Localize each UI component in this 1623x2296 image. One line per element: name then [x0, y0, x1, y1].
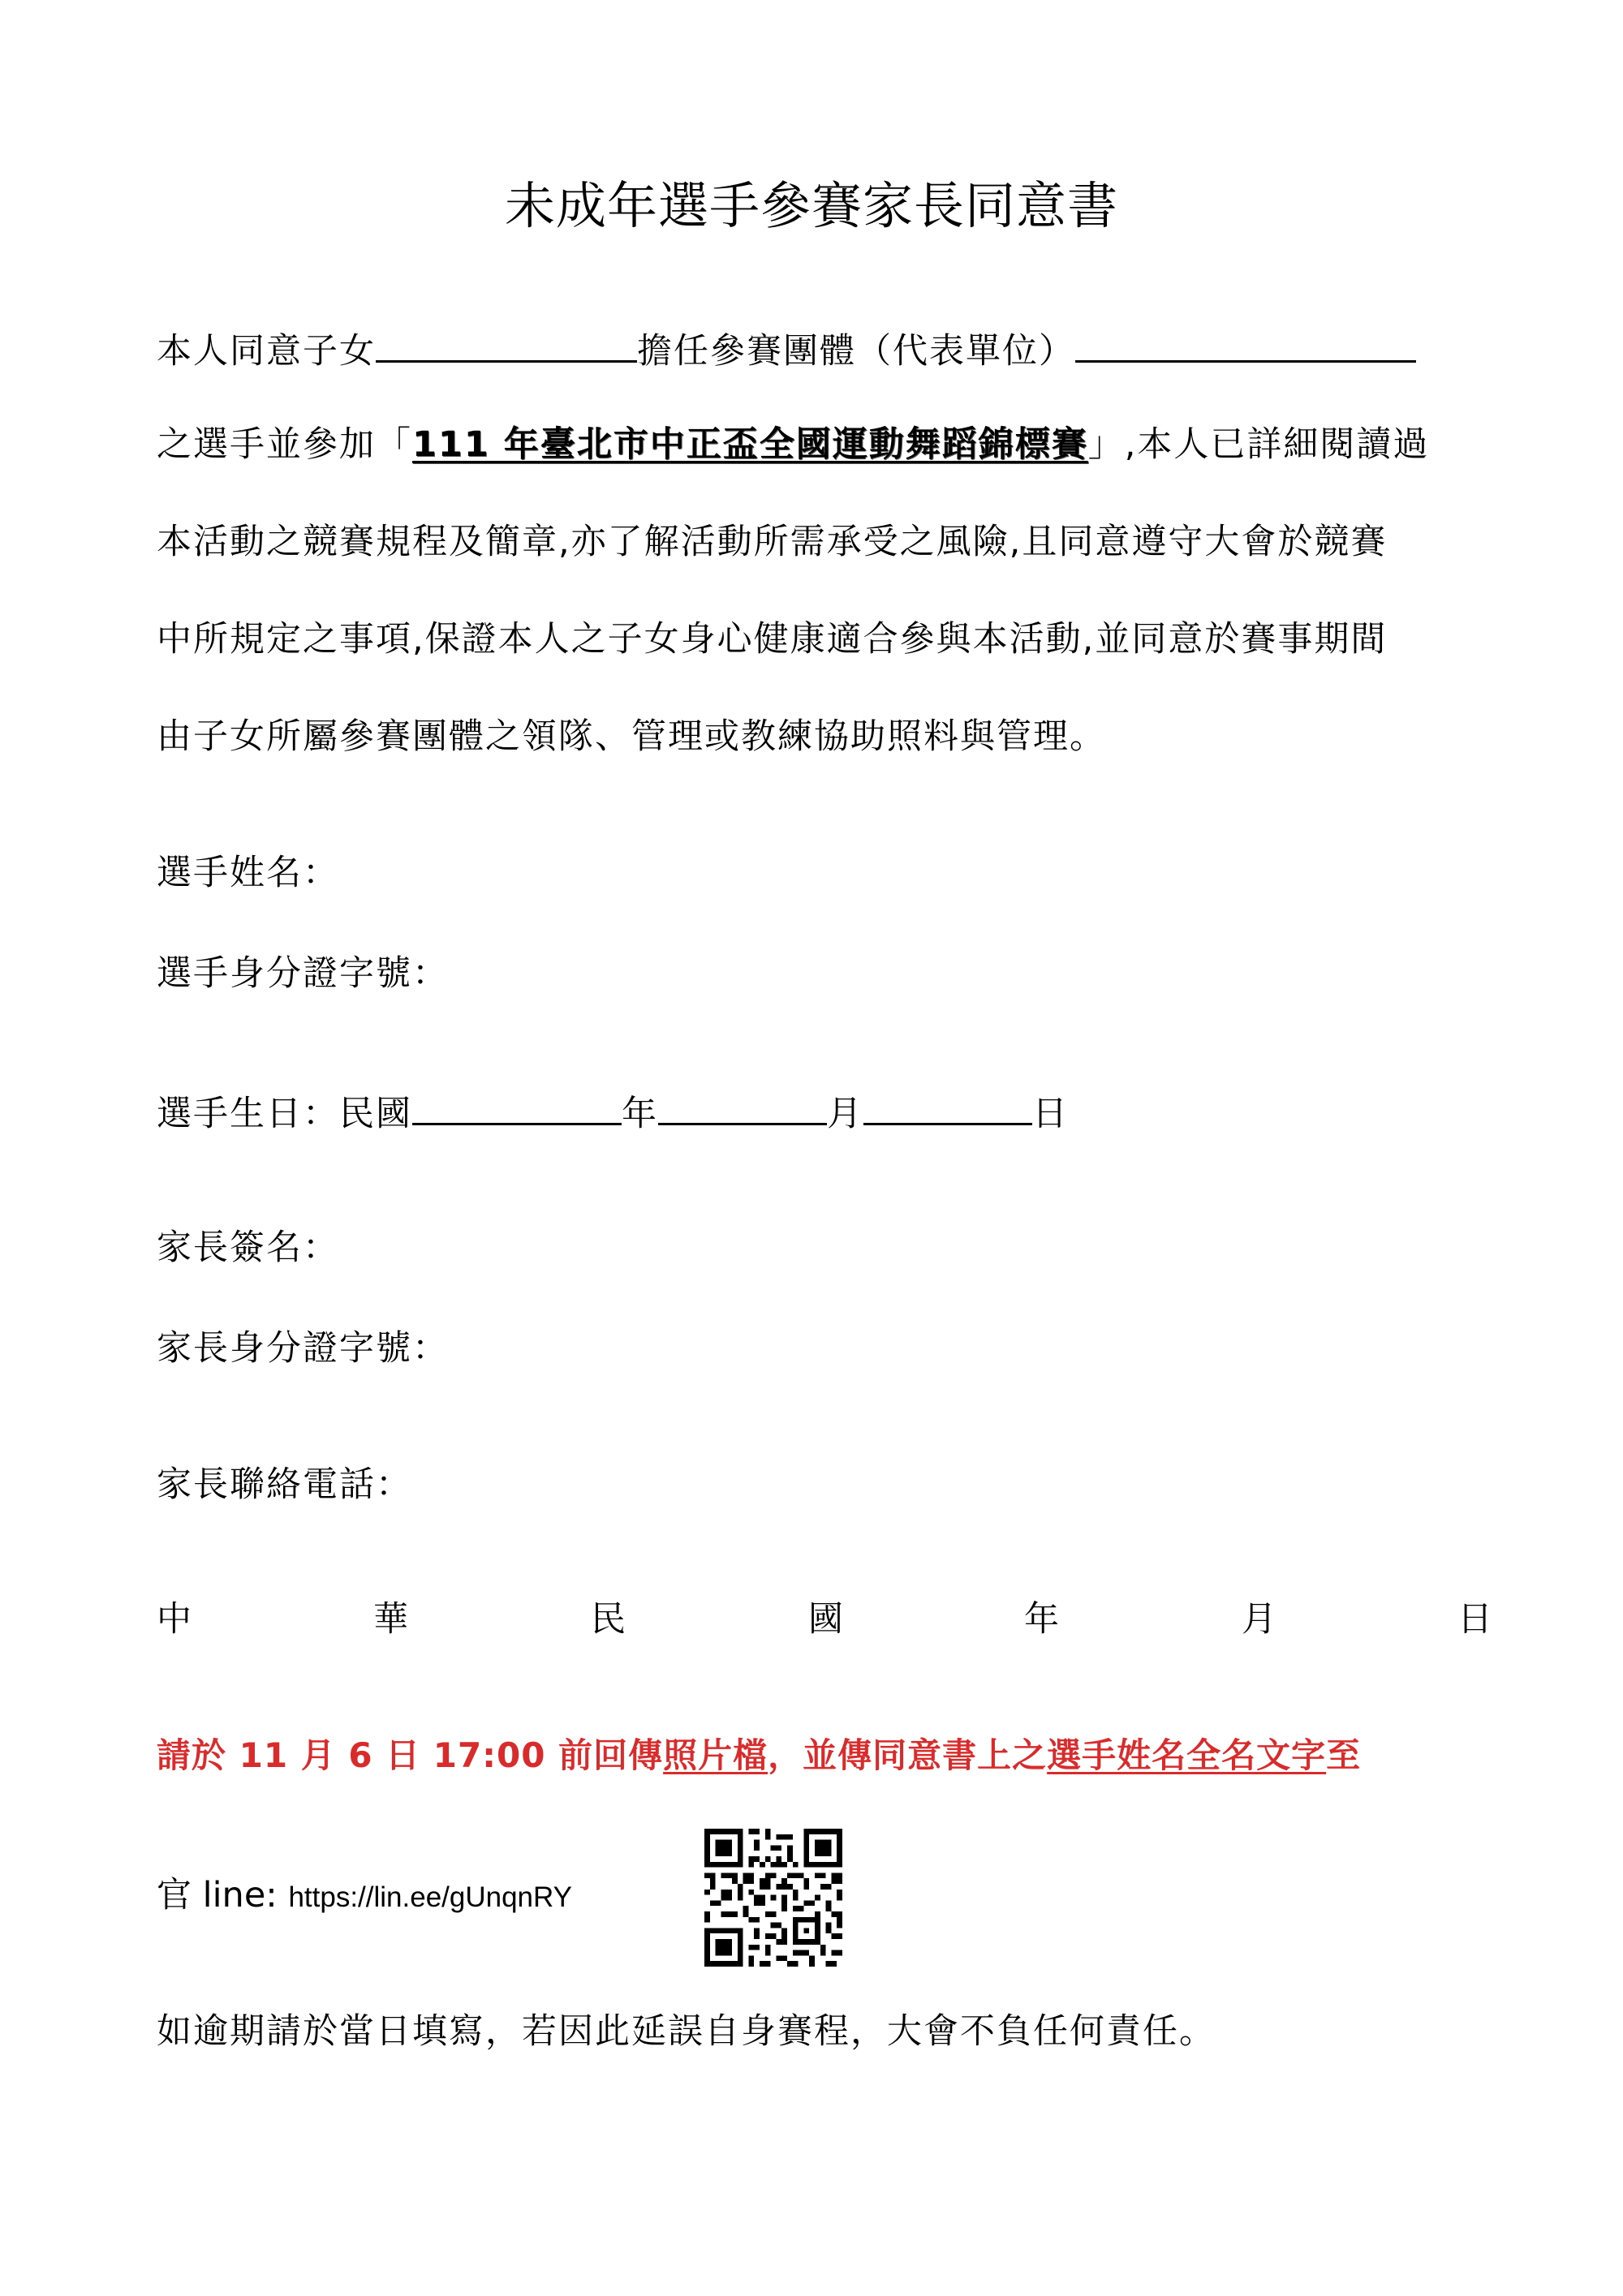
birthday-prefix: 選手生日：民國	[157, 1094, 412, 1134]
line-contact	[157, 1871, 572, 1922]
consent-text: 本人同意子女	[157, 331, 376, 372]
parent-signature-label: 家長簽名：	[157, 1228, 339, 1268]
submission-notice	[157, 1731, 1361, 1780]
consent-line-4: 中所規定之事項,保證本人之子女身心健康適合參與本活動,並同意於賽事期間	[157, 619, 1388, 660]
child-name-blank[interactable]	[376, 323, 637, 363]
birthday-month-label: 月	[827, 1094, 863, 1134]
parent-id-label: 家長身分證字號：	[157, 1328, 449, 1369]
consent-text: 擔任參賽團體（代表單位）	[637, 331, 1075, 372]
consent-line-2	[157, 420, 1429, 469]
player-name-label: 選手姓名：	[157, 853, 339, 893]
player-birthday-row	[157, 1086, 1069, 1138]
date-char-day: 日	[1457, 1599, 1492, 1640]
consent-text: 之選手並參加「	[157, 424, 412, 465]
notice-photo-file: 照片檔	[663, 1735, 768, 1775]
footer-disclaimer: 如逾期請於當日填寫，若因此延誤自身賽程，大會不負任何責任。	[157, 2011, 1216, 2052]
line-qr-code-icon[interactable]	[704, 1829, 842, 1967]
consent-line-3: 本活動之競賽規程及簡章,亦了解活動所需承受之風險,且同意遵守大會於競賽	[157, 522, 1388, 562]
line-contact-url[interactable]: https://lin.ee/gUnqnRY	[288, 1881, 573, 1913]
birthday-day-label: 日	[1032, 1094, 1069, 1134]
player-id-label: 選手身分證字號：	[157, 953, 449, 994]
page-title: 未成年選手參賽家長同意書	[504, 176, 1118, 235]
birthday-year-label: 年	[622, 1094, 658, 1134]
date-char-zhong: 中	[157, 1599, 192, 1640]
birthday-day-blank[interactable]	[863, 1086, 1032, 1125]
birthday-year-blank[interactable]	[412, 1086, 622, 1125]
notice-text: 至	[1326, 1735, 1362, 1775]
notice-full-name: 選手姓名全名文字	[1047, 1735, 1327, 1775]
event-name: 111 年臺北市中正盃全國運動舞蹈錦標賽	[412, 424, 1088, 465]
consent-line-1	[157, 323, 1416, 376]
consent-text: 」,本人已詳細閱讀過	[1087, 424, 1430, 465]
team-name-blank[interactable]	[1075, 323, 1416, 363]
birthday-month-blank[interactable]	[658, 1086, 827, 1125]
parent-phone-label: 家長聯絡電話：	[157, 1464, 412, 1505]
date-char-guo: 國	[808, 1599, 843, 1640]
consent-line-5: 由子女所屬參賽團體之領隊、管理或教練協助照料與管理。	[157, 716, 1106, 757]
date-char-hua: 華	[373, 1599, 408, 1640]
line-contact-label: 官 line:	[157, 1875, 289, 1915]
date-char-min: 民	[591, 1599, 626, 1640]
notice-text: 請於 11 月 6 日 17:00 前回傳	[157, 1735, 664, 1775]
notice-text: ，並傳同意書上之	[768, 1735, 1048, 1775]
date-char-month: 月	[1242, 1599, 1276, 1640]
date-char-year: 年	[1024, 1599, 1059, 1640]
